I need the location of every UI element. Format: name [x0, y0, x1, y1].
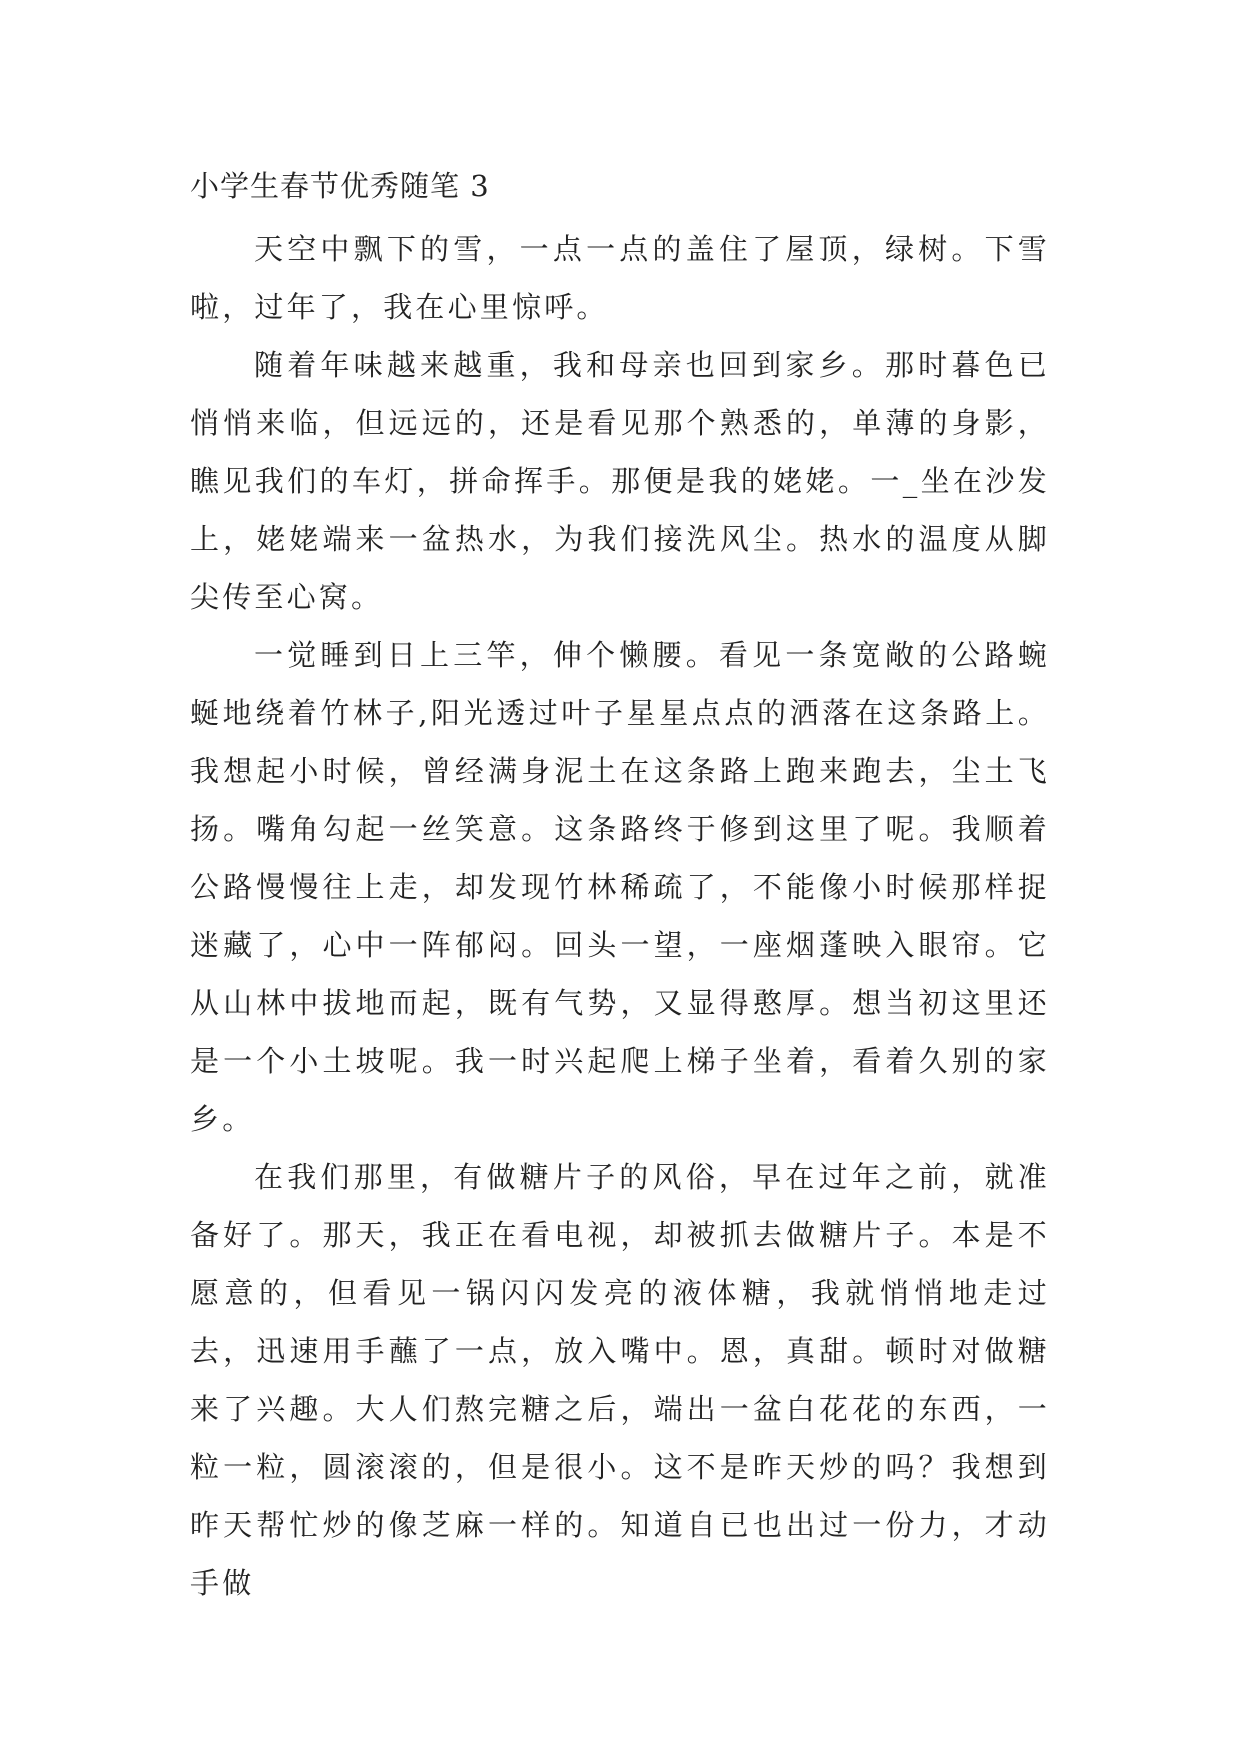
paragraph-1: 天空中飘下的雪，一点一点的盖住了屋顶，绿树。下雪啦，过年了，我在心里惊呼。: [190, 232, 1050, 324]
document-body: [190, 220, 1050, 1612]
document-title: 小学生春节优秀随笔 3: [190, 169, 490, 203]
paragraph-3: 一觉睡到日上三竿，伸个懒腰。看见一条宽敞的公路蜿蜒地绕着竹林子,阳光透过叶子星星点点的洒落在这条路上。我想起小时候，曾经满身泥土在这条路上跑来跑去，尘土飞扬。嘴角勾起一丝笑意。这条路终于修到这里了呢。我顺着公路慢慢往上走，却发现竹林稀疏了，不能像小时候那样捉迷藏了，心中一阵郁闷。回头一望，一座烟蓬映入眼帘。它从山林中拔地而起，既有气势，又显得憨厚。想当初这里还是一个小土坡呢。我一时兴起爬上梯子坐着，看着久别的家乡。: [190, 638, 1050, 1136]
paragraph-2: 随着年味越来越重，我和母亲也回到家乡。那时暮色已悄悄来临，但远远的，还是看见那个熟悉的，单薄的身影，瞧见我们的车灯，拼命挥手。那便是我的姥姥。一_坐在沙发上，姥姥端来一盆热水，为我们接洗风尘。热水的温度从脚尖传至心窝。: [190, 348, 1050, 614]
paragraph-4: 在我们那里，有做糖片子的风俗，早在过年之前，就准备好了。那天，我正在看电视，却被抓去做糖片子。本是不愿意的，但看见一锅闪闪发亮的液体糖，我就悄悄地走过去，迅速用手蘸了一点，放入嘴中。恩，真甜。顿时对做糖来了兴趣。大人们熬完糖之后，端出一盆白花花的东西，一粒一粒，圆滚滚的，但是很小。这不是昨天炒的吗？我想到昨天帮忙炒的像芝麻一样的。知道自已也出过一份力，才动手做: [190, 1160, 1050, 1600]
